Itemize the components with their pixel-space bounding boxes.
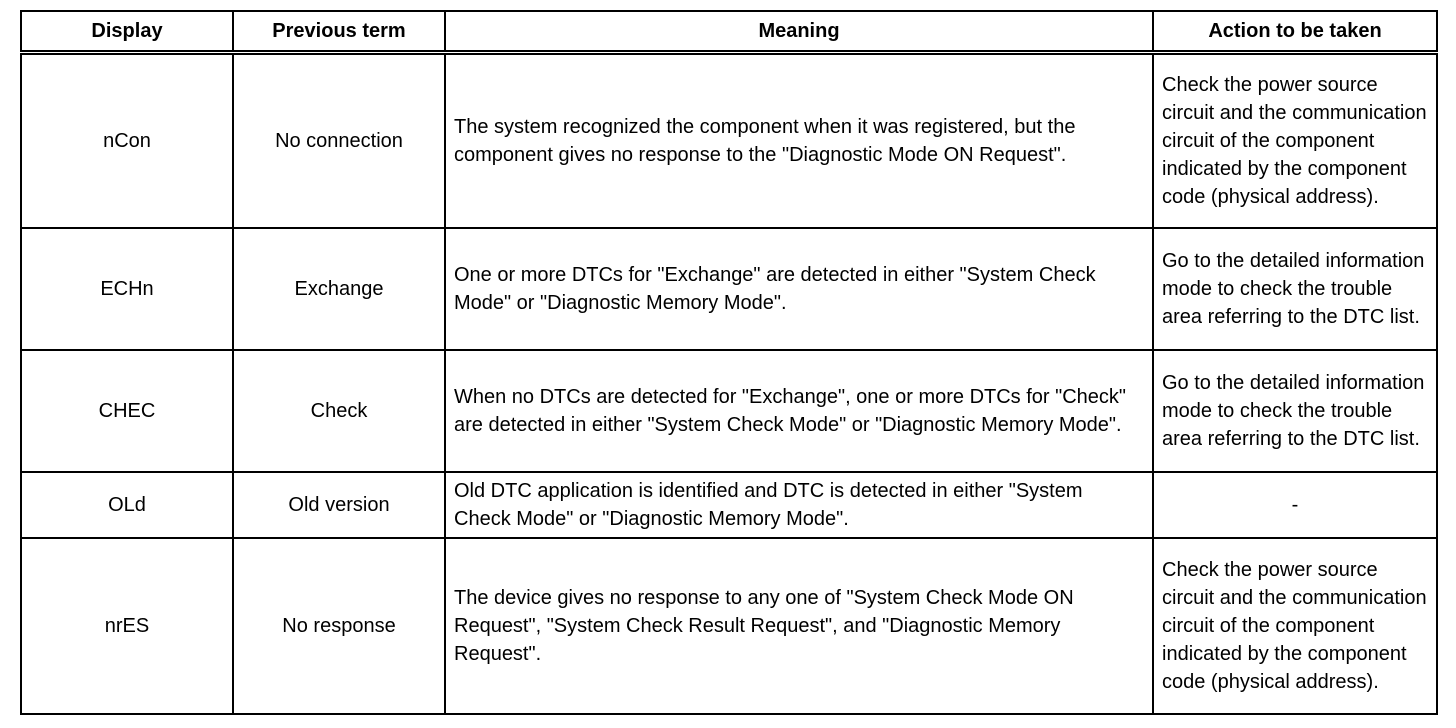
- cell-previous-term: No connection: [233, 53, 445, 229]
- cell-action: Go to the detailed information mode to check the trouble area referring to the DTC list.: [1153, 350, 1437, 472]
- cell-previous-term: No response: [233, 538, 445, 714]
- cell-action: Check the power source circuit and the communication circuit of the component indicated by the component code (physical address).: [1153, 53, 1437, 229]
- cell-meaning: When no DTCs are detected for "Exchange", one or more DTCs for "Check" are detected in either "System Check Mode" or "Diagnostic Memory Mode".: [445, 350, 1153, 472]
- cell-display: CHEC: [21, 350, 233, 472]
- cell-display: OLd: [21, 472, 233, 538]
- cell-meaning: One or more DTCs for "Exchange" are detected in either "System Check Mode" or "Diagnostic Memory Mode".: [445, 228, 1153, 350]
- dtc-display-table-container: [20, 10, 1436, 715]
- table-row: [21, 472, 1437, 538]
- cell-previous-term: Exchange: [233, 228, 445, 350]
- cell-display: nrES: [21, 538, 233, 714]
- cell-meaning: The system recognized the component when it was registered, but the component gives no response to the "Diagnostic Mode ON Request".: [445, 53, 1153, 229]
- header-previous-term: Previous term: [233, 11, 445, 53]
- header-meaning: Meaning: [445, 11, 1153, 53]
- cell-previous-term: Old version: [233, 472, 445, 538]
- table-row: [21, 350, 1437, 472]
- cell-display: ECHn: [21, 228, 233, 350]
- table-header-row: [21, 11, 1437, 53]
- dtc-display-table: [20, 10, 1438, 715]
- header-display: Display: [21, 11, 233, 53]
- cell-meaning: Old DTC application is identified and DTC is detected in either "System Check Mode" or "Diagnostic Memory Mode".: [445, 472, 1153, 538]
- table-row: [21, 53, 1437, 229]
- cell-display: nCon: [21, 53, 233, 229]
- table-row: [21, 538, 1437, 714]
- cell-action: Check the power source circuit and the communication circuit of the component indicated by the component code (physical address).: [1153, 538, 1437, 714]
- cell-action: -: [1153, 472, 1437, 538]
- cell-previous-term: Check: [233, 350, 445, 472]
- cell-action: Go to the detailed information mode to check the trouble area referring to the DTC list.: [1153, 228, 1437, 350]
- table-row: [21, 228, 1437, 350]
- cell-meaning: The device gives no response to any one of "System Check Mode ON Request", "System Check Result Request", and "Diagnostic Memory Request".: [445, 538, 1153, 714]
- header-action: Action to be taken: [1153, 11, 1437, 53]
